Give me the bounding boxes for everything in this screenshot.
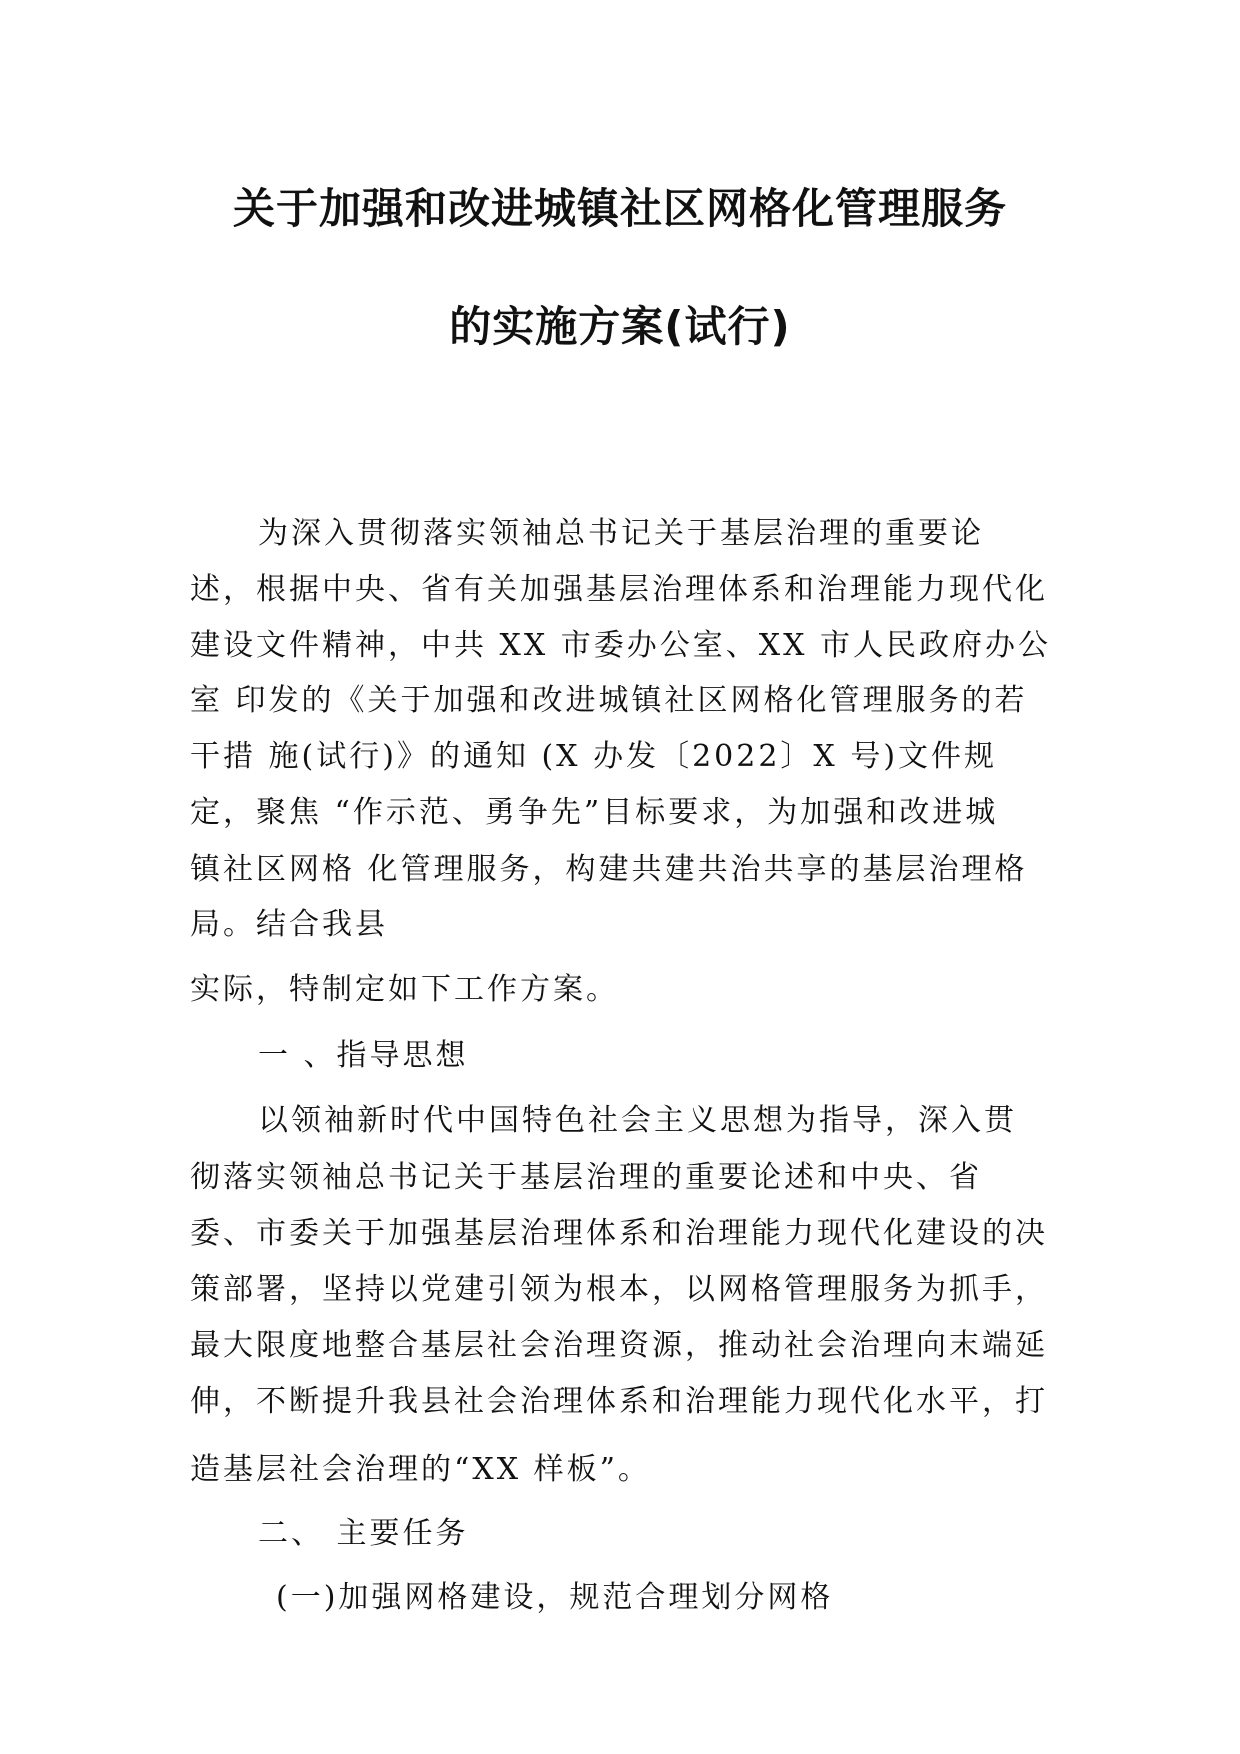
section-heading-2: 二、 主要任务 [258, 1516, 469, 1551]
paragraph-2-line: 委、市委关于加强基层治理体系和治理能力现代化建设的决 [190, 1216, 1048, 1251]
document-title-line-1: 关于加强和改进城镇社区网格化管理服务 [232, 184, 1007, 233]
paragraph-2-line: 彻落实领袖总书记关于基层治理的重要论述和中央、省 [190, 1160, 982, 1195]
paragraph-1-line: 为深入贯彻落实领袖总书记关于基层治理的重要论 [258, 516, 984, 551]
section-heading-1: 一 、指导思想 [258, 1038, 469, 1073]
paragraph-1-line: 建设文件精神，中共 XX 市委办公室、XX 市人民政府办公 [190, 628, 1052, 663]
paragraph-1-line: 述，根据中央、省有关加强基层治理体系和治理能力现代化 [190, 572, 1048, 607]
paragraph-2-line: 最大限度地整合基层社会治理资源，推动社会治理向末端延 [190, 1328, 1048, 1363]
paragraph-2-line: 造基层社会治理的“XX 样板”。 [190, 1452, 651, 1487]
document-title-line-2: 的实施方案(试行) [449, 302, 791, 351]
paragraph-1-line: 定，聚焦 “作示范、勇争先”目标要求，为加强和改进城 [190, 795, 999, 830]
paragraph-1-line: 实际，特制定如下工作方案。 [190, 972, 619, 1007]
paragraph-1-line: 干措 施(试行)》的通知 (X 办发〔2022〕X 号)文件规 [190, 739, 998, 774]
paragraph-2-line: 伸，不断提升我县社会治理体系和治理能力现代化水平，打 [190, 1384, 1048, 1419]
subsection-heading-1: (一)加强网格建设，规范合理划分网格 [276, 1580, 834, 1615]
paragraph-1-line: 局。结合我县 [190, 907, 388, 942]
paragraph-2-line: 以领袖新时代中国特色社会主义思想为指导，深入贯 [258, 1103, 1017, 1138]
paragraph-1-line: 镇社区网格 化管理服务，构建共建共治共享的基层治理格 [190, 852, 1028, 887]
paragraph-1-line: 室 印发的《关于加强和改进城镇社区网格化管理服务的若 [190, 683, 1028, 718]
paragraph-2-line: 策部署，坚持以党建引领为根本，以网格管理服务为抓手， [190, 1272, 1048, 1307]
